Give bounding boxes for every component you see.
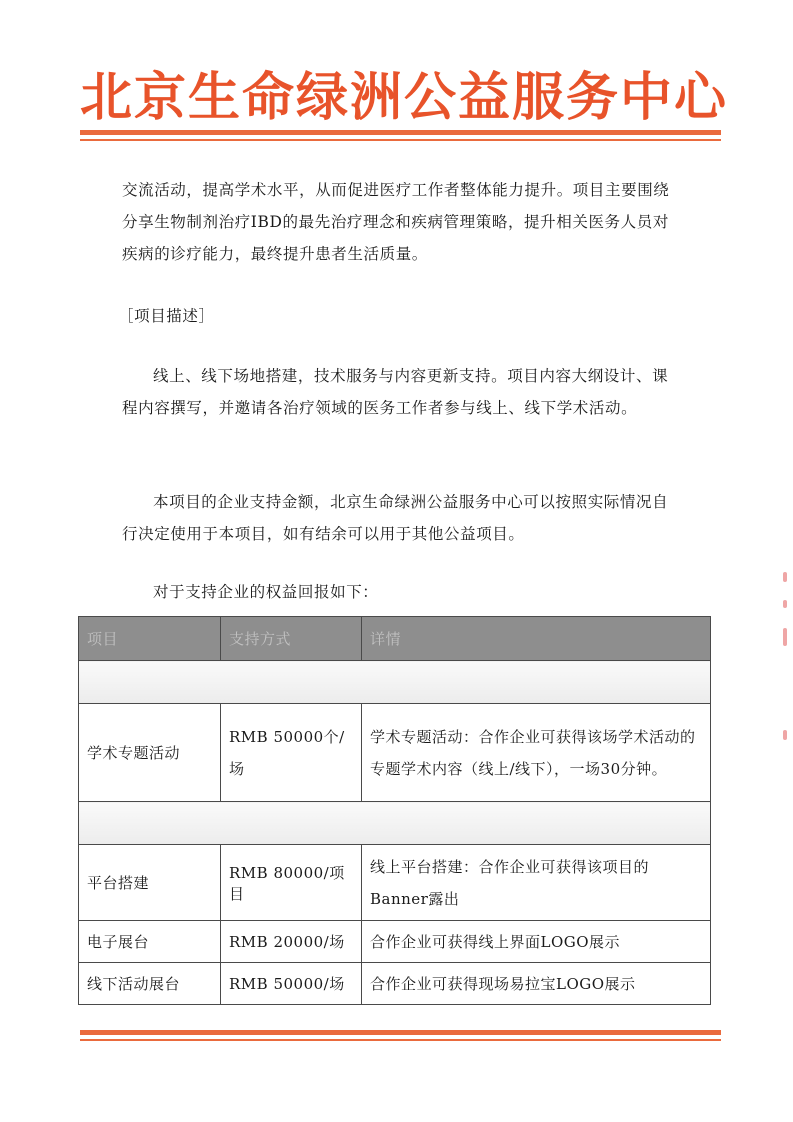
letterhead-title: 北京生命绿洲公益服务中心 (80, 68, 729, 128)
intro-paragraph: 交流活动，提高学术水平，从而促进医疗工作者整体能力提升。项目主要围绕分享生物制剂治疗IBD的最先治疗理念和疾病管理策略，提升相关医务人员对疾病的诊疗能力，最终提升患者生活质量。 (122, 181, 670, 263)
table-row (79, 845, 711, 921)
row-detail: 合作企业可获得线上界面LOGO展示 (362, 921, 711, 963)
header-detail: 详情 (362, 617, 711, 661)
row-item: 平台搭建 (79, 845, 221, 921)
header-item: 项目 (79, 617, 221, 661)
row-support: RMB 50000/场 (221, 963, 362, 1005)
row-support: RMB 50000个/场 (221, 704, 362, 802)
seal-edge-mark (783, 600, 787, 608)
seal-edge-mark (783, 730, 787, 740)
seal-edge-mark (783, 628, 787, 646)
table-row (79, 704, 711, 802)
table-row (79, 963, 711, 1005)
benefits-table (78, 616, 711, 1005)
footer-rule-thick (80, 1030, 721, 1035)
description-paragraph: 线上、线下场地搭建，技术服务与内容更新支持。项目内容大纲设计、课程内容撰写，并邀请各治疗领域的医务工作者参与线上、线下学术活动。 (122, 367, 669, 417)
row-item: 电子展台 (79, 921, 221, 963)
funding-note-paragraph: 本项目的企业支持金额，北京生命绿洲公益服务中心可以按照实际情况自行决定使用于本项目，如有结余可以用于其他公益项目。 (122, 493, 669, 543)
table-band-row (79, 661, 711, 704)
row-support: RMB 80000/项目 (221, 845, 362, 921)
table-band-row (79, 802, 711, 845)
row-support: RMB 20000/场 (221, 921, 362, 963)
row-item: 线下活动展台 (79, 963, 221, 1005)
header-support: 支持方式 (221, 617, 362, 661)
header-rule-thick (80, 130, 721, 135)
row-item: 学术专题活动 (79, 704, 221, 802)
header-rule-thin (80, 139, 721, 141)
benefits-intro: 对于支持企业的权益回报如下： (153, 583, 379, 601)
table-row (79, 921, 711, 963)
section-heading: ［项目描述］ (118, 307, 215, 325)
table-header-row (79, 617, 711, 661)
seal-edge-mark (783, 572, 787, 582)
row-detail: 学术专题活动：合作企业可获得该场学术活动的专题学术内容（线上/线下），一场30分钟。 (362, 704, 711, 802)
footer-rule-thin (80, 1039, 721, 1041)
row-detail: 线上平台搭建：合作企业可获得该项目的Banner露出 (362, 845, 711, 921)
row-detail: 合作企业可获得现场易拉宝LOGO展示 (362, 963, 711, 1005)
